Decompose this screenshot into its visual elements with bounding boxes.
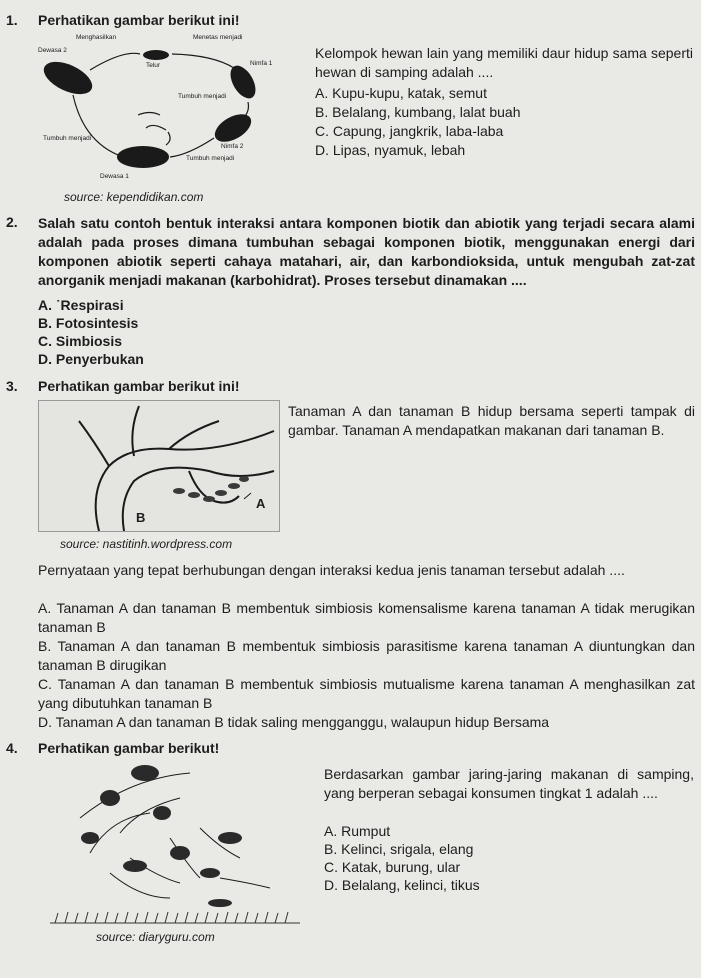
q1-number: 1. bbox=[6, 12, 18, 28]
fig-label-nimfa2: Nimfa 2 bbox=[221, 143, 244, 150]
q3-plant-figure bbox=[38, 400, 280, 532]
q4-option-a: A. Rumput bbox=[324, 823, 391, 839]
q1-lifecycle-figure bbox=[38, 30, 308, 190]
q3-number: 3. bbox=[6, 378, 18, 394]
q4-foodweb-figure bbox=[50, 758, 300, 928]
fig-label-adult1: Dewasa 1 bbox=[100, 173, 129, 180]
fig-label-adult2: Dewasa 2 bbox=[38, 47, 67, 54]
q1-option-d: D. Lipas, nyamuk, lebah bbox=[315, 142, 466, 158]
fig-label-hatch: Menetas menjadi bbox=[193, 34, 243, 41]
q2-number: 2. bbox=[6, 214, 18, 230]
fig-label-grow3: Tumbuh menjadi bbox=[186, 155, 235, 162]
q3-question: Pernyataan yang tepat berhubungan dengan interaksi kedua jenis tanaman tersebut adalah .... bbox=[38, 562, 625, 578]
fig-label-grow1: Tumbuh menjadi bbox=[178, 93, 227, 100]
q1-question: Kelompok hewan lain yang memiliki daur hidup sama seperti hewan di samping adalah .... bbox=[315, 45, 693, 80]
tree-parasite-icon bbox=[39, 401, 279, 531]
fig-label-grow2: Tumbuh menjadi bbox=[43, 135, 92, 142]
q3-label-a: A bbox=[256, 496, 266, 511]
q2-option-c: C. Simbiosis bbox=[38, 333, 123, 349]
q4-number: 4. bbox=[6, 740, 18, 756]
q1-option-c: C. Capung, jangkrik, laba-laba bbox=[315, 123, 504, 139]
q3-label-b: B bbox=[136, 510, 146, 525]
q2-question: Salah satu contoh bentuk interaksi antara komponen biotik dan abiotik yang terjadi secara alami adalah pada proses dimana tumbuhan sebagai komponen biotik, menggunakan energi dari komponen abiotik seperti cahaya matahari, air, dan karbondioksida, untuk mengubah zat-zat anorganik menjadi makanan (karbohidrat). Proses tersebut dinamakan .... bbox=[38, 215, 695, 288]
q4-question: Berdasarkan gambar jaring-jaring makanan di samping, yang berperan sebagai konsumen tingkat 1 adalah .... bbox=[324, 766, 694, 801]
q3-source: source: nastitinh.wordpress.com bbox=[60, 537, 233, 551]
q4-option-c: C. Katak, burung, ular bbox=[324, 859, 461, 875]
cockroach-lifecycle-icon bbox=[38, 30, 308, 190]
q2-option-a: A. ˙Respirasi bbox=[38, 297, 124, 313]
q3-option-d: D. Tanaman A dan tanaman B tidak saling mengganggu, walaupun hidup Bersama bbox=[38, 714, 550, 730]
fig-label-egg: Telur bbox=[146, 62, 161, 69]
q1-source: source: kependidikan.com bbox=[64, 190, 204, 204]
q3-option-c: C. Tanaman A dan tanaman B membentuk simbiosis mutualisme karena tanaman A menghasilkan zat yang dibutuhkan tanaman B bbox=[38, 676, 695, 711]
q2-option-b: B. Fotosintesis bbox=[38, 315, 139, 331]
fig-label-nimfa1: Nimfa 1 bbox=[250, 60, 273, 67]
q3-description: Tanaman A dan tanaman B hidup bersama seperti tampak di gambar. Tanaman A mendapatkan makanan dari tanaman B. bbox=[288, 403, 695, 438]
q4-option-d: D. Belalang, kelinci, tikus bbox=[324, 877, 480, 893]
q1-option-b: B. Belalang, kumbang, lalat buah bbox=[315, 104, 521, 120]
q1-option-a: A. Kupu-kupu, katak, semut bbox=[315, 85, 487, 101]
q4-title: Perhatikan gambar berikut! bbox=[38, 740, 220, 756]
q3-option-b: B. Tanaman A dan tanaman B membentuk simbiosis parasitisme karena tanaman A diuntungkan dan tanaman B dirugikan bbox=[38, 638, 695, 673]
q4-option-b: B. Kelinci, srigala, elang bbox=[324, 841, 474, 857]
food-web-icon bbox=[50, 758, 300, 928]
q4-source: source: diaryguru.com bbox=[96, 930, 215, 944]
fig-label-produce: Menghasilkan bbox=[76, 34, 117, 41]
q2-option-d: D. Penyerbukan bbox=[38, 351, 144, 367]
q1-title: Perhatikan gambar berikut ini! bbox=[38, 12, 240, 28]
q3-title: Perhatikan gambar berikut ini! bbox=[38, 378, 240, 394]
q3-option-a: A. Tanaman A dan tanaman B membentuk simbiosis komensalisme karena tanaman A tidak merugikan tanaman B bbox=[38, 600, 695, 635]
